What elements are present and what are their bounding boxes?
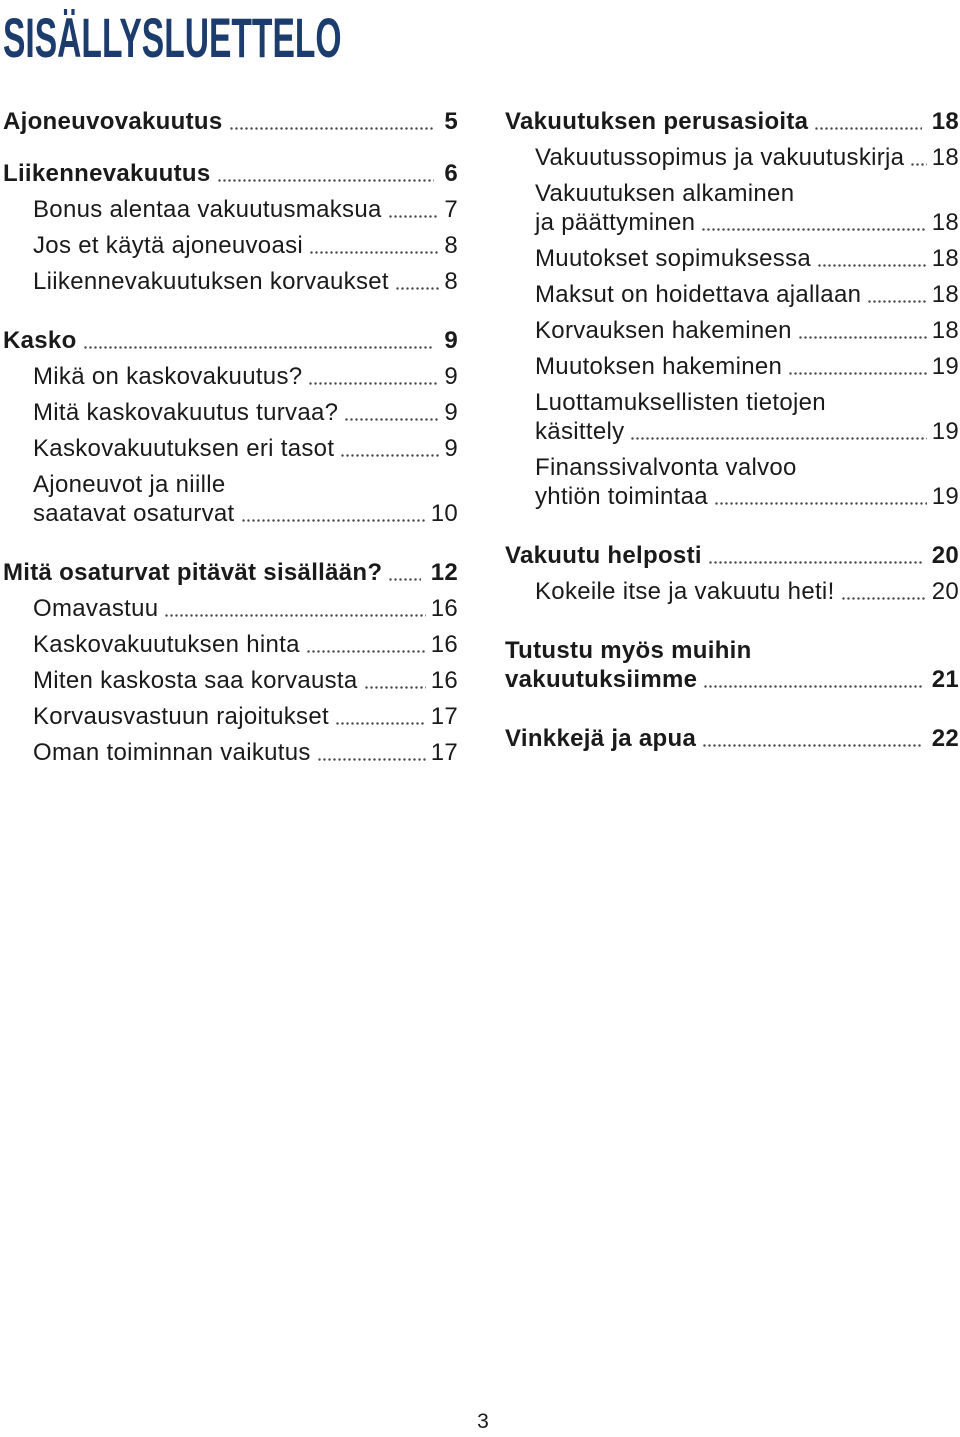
toc-line — [535, 352, 959, 381]
toc-entry-title: Mikä on kaskovakuutus? — [33, 363, 303, 390]
toc-line — [33, 398, 458, 427]
toc-heading — [3, 159, 458, 188]
dot-leader — [388, 558, 420, 587]
toc-line — [3, 159, 458, 188]
toc-item — [3, 702, 458, 731]
toc-line — [535, 179, 959, 208]
toc-entry-title: Liikennevakuutuksen korvaukset — [33, 268, 389, 295]
dot-leader — [708, 541, 922, 570]
toc-section — [3, 107, 458, 136]
dot-leader — [364, 666, 426, 695]
toc-line — [535, 417, 959, 446]
toc-item — [505, 453, 959, 511]
dot-leader — [630, 417, 926, 446]
dot-leader — [798, 316, 927, 345]
toc-section — [505, 636, 959, 694]
dot-leader — [817, 244, 927, 273]
dot-leader — [395, 267, 439, 296]
toc-page-number: 19 — [931, 418, 959, 445]
toc-entry-title: Kasko — [3, 327, 77, 354]
toc-line — [535, 453, 959, 482]
toc-item — [3, 630, 458, 659]
toc-item — [505, 316, 959, 345]
toc-item — [3, 267, 458, 296]
toc-entry-title: Oman toiminnan vaikutus — [33, 739, 311, 766]
toc-entry-title: Omavastuu — [33, 595, 159, 622]
toc-entry-title: Korvausvastuun rajoitukset — [33, 703, 329, 730]
toc-item — [505, 244, 959, 273]
toc-page-number: 9 — [444, 363, 458, 390]
toc-entry-title: Vinkkejä ja apua — [505, 725, 697, 752]
toc-entry-title: Mitä osaturvat pitävät sisällään? — [3, 559, 383, 586]
toc-page-number: 8 — [444, 232, 458, 259]
dot-leader — [308, 362, 439, 391]
toc-line — [505, 724, 959, 753]
dot-leader — [83, 326, 435, 355]
toc-entry-title: Kokeile itse ja vakuutu heti! — [535, 578, 835, 605]
page-number: 3 — [477, 1410, 489, 1433]
toc-line — [535, 388, 959, 417]
toc-line — [505, 665, 959, 694]
toc-section — [3, 159, 458, 296]
toc-page-number: 7 — [444, 196, 458, 223]
toc-section — [3, 558, 458, 767]
toc-page-number: 19 — [931, 353, 959, 380]
toc-line — [33, 434, 458, 463]
toc-entry-title: vakuutuksiimme — [505, 666, 698, 693]
toc-heading — [3, 107, 458, 136]
toc-page-number: 16 — [430, 667, 458, 694]
toc-page-number: 19 — [931, 483, 959, 510]
dot-leader — [344, 398, 439, 427]
toc-line — [33, 499, 458, 528]
toc-heading — [3, 326, 458, 355]
dot-leader — [714, 482, 927, 511]
toc-line — [33, 666, 458, 695]
toc-entry-title: saatavat osaturvat — [33, 500, 235, 527]
toc-heading — [505, 724, 959, 753]
toc-line — [33, 738, 458, 767]
dot-leader — [814, 107, 921, 136]
toc-page-number: 10 — [430, 500, 458, 527]
toc-entry-title: Jos et käytä ajoneuvoasi — [33, 232, 304, 259]
toc-item — [3, 738, 458, 767]
toc-page-number: 18 — [931, 144, 959, 171]
toc-item — [3, 195, 458, 224]
toc-entry-title: Maksut on hoidettava ajallaan — [535, 281, 862, 308]
toc-entry-title: Luottamuksellisten tietojen — [535, 389, 826, 416]
toc-item — [3, 231, 458, 260]
toc-entry-title: Vakuutuksen perusasioita — [505, 108, 809, 135]
dot-leader — [317, 738, 426, 767]
toc-line — [535, 208, 959, 237]
toc-entry-title: Korvauksen hakeminen — [535, 317, 792, 344]
toc-page-number: 18 — [931, 209, 959, 236]
toc-line — [3, 558, 458, 587]
toc-entry-title: Liikennevakuutus — [3, 160, 211, 187]
toc-page-number: 18 — [931, 108, 959, 135]
toc-entry-title: Vakuutu helposti — [505, 542, 702, 569]
page-title: SISÄLLYSLUETTELO — [3, 6, 342, 69]
toc-page-number: 16 — [430, 595, 458, 622]
toc-entry-title: Mitä kaskovakuutus turvaa? — [33, 399, 339, 426]
toc-entry-title: Finanssivalvonta valvoo — [535, 454, 797, 481]
toc-line — [535, 316, 959, 345]
dot-leader — [388, 195, 440, 224]
toc-item — [3, 666, 458, 695]
toc-page-number: 18 — [931, 317, 959, 344]
toc-entry-title: Kaskovakuutuksen eri tasot — [33, 435, 335, 462]
dot-leader — [841, 577, 927, 606]
toc-heading — [505, 636, 959, 694]
toc-section — [3, 326, 458, 528]
toc-line — [3, 107, 458, 136]
dot-leader — [306, 630, 426, 659]
toc-item — [505, 352, 959, 381]
toc-line — [33, 195, 458, 224]
toc-page-number: 12 — [430, 559, 458, 586]
toc-section — [505, 107, 959, 511]
toc-item — [505, 143, 959, 172]
toc-line — [33, 702, 458, 731]
toc-entry-title: Tutustu myös muihin — [505, 637, 752, 664]
toc-page-number: 18 — [931, 245, 959, 272]
toc-line — [535, 143, 959, 172]
toc-page-number: 18 — [931, 281, 959, 308]
toc-page-number: 20 — [931, 542, 959, 569]
toc-item — [3, 434, 458, 463]
dot-leader — [241, 499, 426, 528]
toc-line — [33, 630, 458, 659]
toc-page-number: 20 — [931, 578, 959, 605]
dot-leader — [910, 143, 926, 172]
dot-leader — [701, 208, 926, 237]
toc-item — [3, 398, 458, 427]
toc-item — [3, 594, 458, 623]
toc-line — [33, 594, 458, 623]
dot-leader — [788, 352, 927, 381]
dot-leader — [217, 159, 435, 188]
dot-leader — [309, 231, 439, 260]
toc-entry-title: Kaskovakuutuksen hinta — [33, 631, 300, 658]
toc-page-number: 22 — [931, 725, 959, 752]
toc-line — [505, 636, 959, 665]
toc-page-number: 16 — [430, 631, 458, 658]
toc-line — [535, 577, 959, 606]
toc-column-right — [505, 107, 959, 753]
toc-line — [3, 326, 458, 355]
dot-leader — [702, 724, 922, 753]
toc-line — [535, 244, 959, 273]
toc-line — [535, 482, 959, 511]
toc-section — [505, 541, 959, 606]
dot-leader — [335, 702, 426, 731]
dot-leader — [340, 434, 439, 463]
toc-page-number: 6 — [444, 160, 458, 187]
toc-line — [505, 107, 959, 136]
toc-page-number: 8 — [444, 268, 458, 295]
toc-entry-title: Ajoneuvot ja niille — [33, 471, 226, 498]
toc-section — [505, 724, 959, 753]
dot-leader — [229, 107, 435, 136]
toc-heading — [3, 558, 458, 587]
toc-entry-title: Bonus alentaa vakuutusmaksua — [33, 196, 382, 223]
toc-entry-title: käsittely — [535, 418, 625, 445]
toc-column-left — [3, 107, 458, 767]
toc-item — [3, 362, 458, 391]
toc-heading — [505, 541, 959, 570]
toc-entry-title: Vakuutussopimus ja vakuutuskirja — [535, 144, 905, 171]
dot-leader — [703, 665, 921, 694]
toc-entry-title: Muutokset sopimuksessa — [535, 245, 812, 272]
toc-entry-title: yhtiön toimintaa — [535, 483, 708, 510]
toc-item — [505, 179, 959, 237]
toc-entry-title: Ajoneuvovakuutus — [3, 108, 223, 135]
toc-line — [505, 541, 959, 570]
toc-entry-title: Miten kaskosta saa korvausta — [33, 667, 358, 694]
toc-line — [535, 280, 959, 309]
dot-leader — [164, 594, 425, 623]
toc-line — [33, 362, 458, 391]
toc-entry-title: Muutoksen hakeminen — [535, 353, 783, 380]
toc-page-number: 17 — [430, 703, 458, 730]
toc-item — [3, 470, 458, 528]
toc-page-number: 9 — [444, 435, 458, 462]
toc-item — [505, 280, 959, 309]
toc-line — [33, 231, 458, 260]
toc-entry-title: ja päättyminen — [535, 209, 696, 236]
toc-page-number: 21 — [931, 666, 959, 693]
toc-heading — [505, 107, 959, 136]
toc-item — [505, 577, 959, 606]
toc-line — [33, 267, 458, 296]
toc-page-number: 9 — [444, 399, 458, 426]
dot-leader — [867, 280, 926, 309]
toc-page-number: 17 — [430, 739, 458, 766]
toc-page-number: 5 — [444, 108, 458, 135]
toc-line — [33, 470, 458, 499]
toc-page-number: 9 — [444, 327, 458, 354]
toc-entry-title: Vakuutuksen alkaminen — [535, 180, 795, 207]
toc-item — [505, 388, 959, 446]
